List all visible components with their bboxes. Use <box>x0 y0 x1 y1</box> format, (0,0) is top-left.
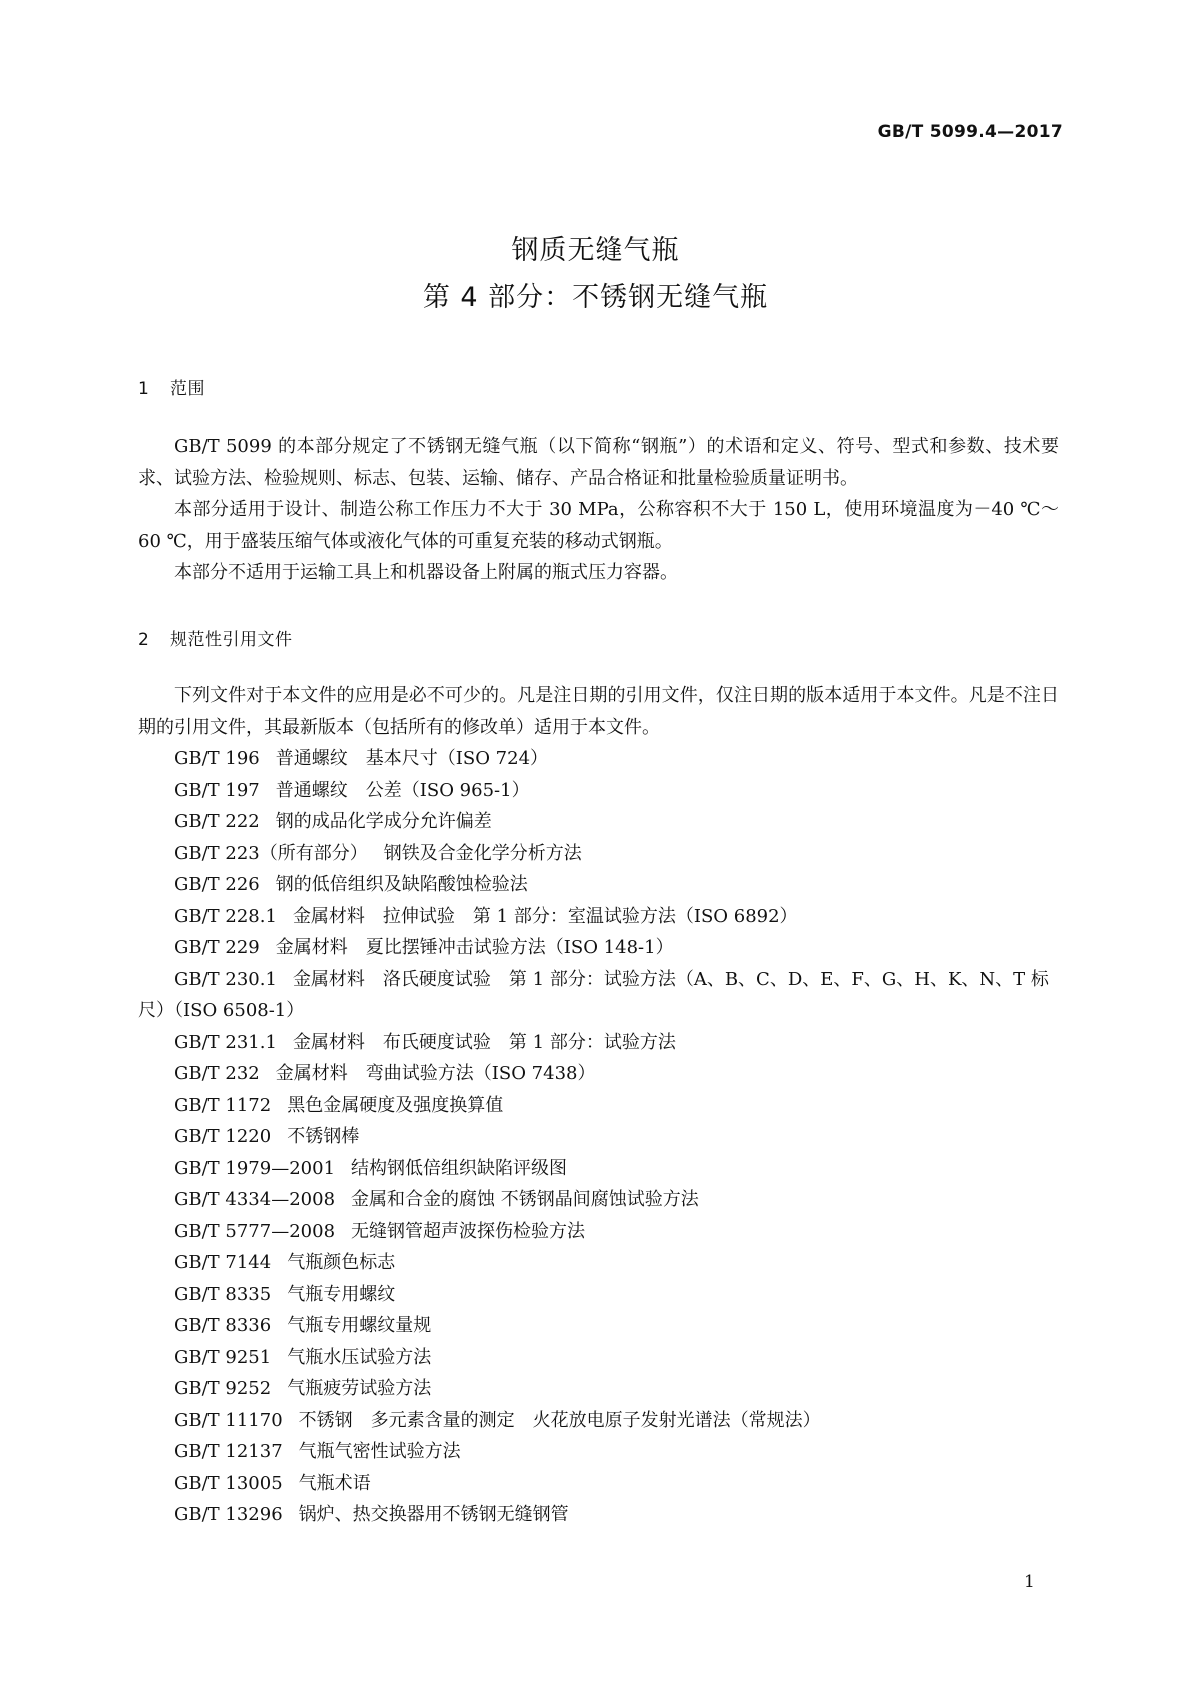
reference-code: GB/T 1979—2001 <box>174 1157 336 1179</box>
reference-code: GB/T 11170 <box>174 1409 283 1431</box>
document-title: 钢质无缝气瓶 <box>511 235 680 266</box>
reference-item <box>138 1499 1059 1531</box>
reference-title: 黑色金属硬度及强度换算值 <box>287 1094 504 1116</box>
reference-item <box>138 964 1059 1027</box>
reference-code: GB/T 8335 <box>174 1283 272 1305</box>
section-title: 范围 <box>170 379 205 399</box>
reference-title: 气瓶疲劳试验方法 <box>287 1378 432 1399</box>
reference-title: 气瓶专用螺纹 <box>287 1283 396 1305</box>
reference-code: GB/T 5777—2008 <box>174 1220 336 1242</box>
section-title: 规范性引用文件 <box>170 630 293 650</box>
reference-title: 气瓶专用螺纹量规 <box>287 1315 432 1336</box>
reference-code: GB/T 222 <box>174 811 260 832</box>
reference-item <box>138 1153 1059 1185</box>
reference-item <box>138 1184 1059 1216</box>
reference-title: 无缝钢管超声波探伤检验方法 <box>351 1220 586 1242</box>
reference-code: GB/T 8336 <box>174 1315 272 1336</box>
reference-item <box>138 1216 1059 1248</box>
section-heading-scope <box>138 374 205 399</box>
reference-code: GB/T 9252 <box>174 1378 272 1399</box>
reference-code: GB/T 4334—2008 <box>174 1189 336 1210</box>
paragraph: 本部分不适用于运输工具上和机器设备上附属的瓶式压力容器。 <box>174 562 678 583</box>
reference-item <box>138 1247 1059 1279</box>
reference-item <box>138 1279 1059 1311</box>
reference-code: GB/T 1220 <box>174 1126 272 1147</box>
reference-title: 气瓶水压试验方法 <box>287 1346 432 1368</box>
reference-item <box>138 1436 1059 1468</box>
reference-item <box>138 1027 1059 1059</box>
reference-item <box>138 806 1059 838</box>
reference-code: GB/T 196 <box>174 748 260 769</box>
standard-code: GB/T 5099.4—2017 <box>877 122 1063 142</box>
reference-title: 金属材料 洛氏硬度试验 第 1 部分：试验方法（A、B、C、D、E、F、G、H、K、N、T 标尺）（ISO 6508-1） <box>138 968 1049 1021</box>
reference-item <box>138 1121 1059 1153</box>
reference-item <box>138 869 1059 901</box>
section-number: 2 <box>138 630 150 650</box>
reference-item <box>138 838 1059 870</box>
document-subtitle: 第 4 部分：不锈钢无缝气瓶 <box>422 282 769 313</box>
reference-item <box>138 743 1059 775</box>
reference-code: GB/T 12137 <box>174 1441 283 1462</box>
reference-item <box>138 1405 1059 1437</box>
reference-code: GB/T 9251 <box>174 1346 272 1368</box>
reference-code: GB/T 231.1 <box>174 1031 277 1053</box>
reference-item <box>138 1058 1059 1090</box>
reference-title: 金属材料 拉伸试验 第 1 部分：室温试验方法（ISO 6892） <box>292 905 798 927</box>
paragraph: GB/T 5099 的本部分规定了不锈钢无缝气瓶（以下简称“钢瓶”）的术语和定义、符号、型式和参数、技术要求、试验方法、检验规则、标志、包装、运输、储存、产品合格证和批量检验质量证明书。 <box>138 436 1059 489</box>
section-number: 1 <box>138 379 150 399</box>
reference-title: 结构钢低倍组织缺陷评级图 <box>351 1157 568 1179</box>
reference-title: 普通螺纹 基本尺寸（ISO 724） <box>275 748 549 769</box>
reference-item <box>138 1373 1059 1405</box>
paragraph: 下列文件对于本文件的应用是必不可少的。凡是注日期的引用文件，仅注日期的版本适用于本文件。凡是不注日期的引用文件，其最新版本（包括所有的修改单）适用于本文件。 <box>138 685 1059 738</box>
references-section-body <box>138 680 1059 1531</box>
reference-title: 气瓶气密性试验方法 <box>298 1441 461 1462</box>
reference-code: GB/T 226 <box>174 874 260 895</box>
reference-code: GB/T 229 <box>174 937 260 958</box>
reference-code: GB/T 1172 <box>174 1094 272 1116</box>
reference-title: 钢的成品化学成分允许偏差 <box>275 811 492 832</box>
reference-title: 锅炉、热交换器用不锈钢无缝钢管 <box>298 1504 569 1525</box>
reference-item <box>138 1090 1059 1122</box>
reference-title: 不锈钢 多元素含量的测定 火花放电原子发射光谱法（常规法） <box>298 1409 821 1431</box>
reference-title: 气瓶颜色标志 <box>287 1252 396 1273</box>
section-heading-normative-references <box>138 625 293 650</box>
reference-title: 金属材料 弯曲试验方法（ISO 7438） <box>275 1063 596 1084</box>
reference-code: GB/T 7144 <box>174 1252 272 1273</box>
reference-code: GB/T 223（所有部分） <box>174 842 368 864</box>
reference-code: GB/T 232 <box>174 1063 260 1084</box>
reference-item <box>138 1310 1059 1342</box>
reference-code: GB/T 228.1 <box>174 905 277 927</box>
reference-item <box>138 1342 1059 1374</box>
reference-title: 金属材料 夏比摆锤冲击试验方法（ISO 148-1） <box>275 937 674 958</box>
reference-code: GB/T 230.1 <box>174 968 277 990</box>
reference-title: 气瓶术语 <box>298 1472 371 1494</box>
reference-item <box>138 775 1059 807</box>
reference-title: 普通螺纹 公差（ISO 965-1） <box>275 779 530 801</box>
reference-code: GB/T 197 <box>174 779 260 801</box>
scope-section-body <box>138 431 1059 589</box>
paragraph: 本部分适用于设计、制造公称工作压力不大于 30 MPa，公称容积不大于 150 L，使用环境温度为－40 ℃～60 ℃，用于盛装压缩气体或液化气体的可重复充装的移动式钢瓶。 <box>138 499 1059 552</box>
reference-item <box>138 901 1059 933</box>
reference-title: 钢铁及合金化学分析方法 <box>383 842 582 864</box>
reference-list <box>138 743 1059 1531</box>
reference-item <box>138 932 1059 964</box>
reference-title: 金属材料 布氏硬度试验 第 1 部分：试验方法 <box>292 1031 676 1053</box>
reference-title: 钢的低倍组织及缺陷酸蚀检验法 <box>275 874 528 895</box>
reference-title: 不锈钢棒 <box>287 1126 360 1147</box>
reference-item <box>138 1468 1059 1500</box>
reference-title: 金属和合金的腐蚀 不锈钢晶间腐蚀试验方法 <box>351 1189 699 1210</box>
page-number: 1 <box>1024 1572 1035 1592</box>
reference-code: GB/T 13296 <box>174 1504 283 1525</box>
reference-code: GB/T 13005 <box>174 1472 283 1494</box>
